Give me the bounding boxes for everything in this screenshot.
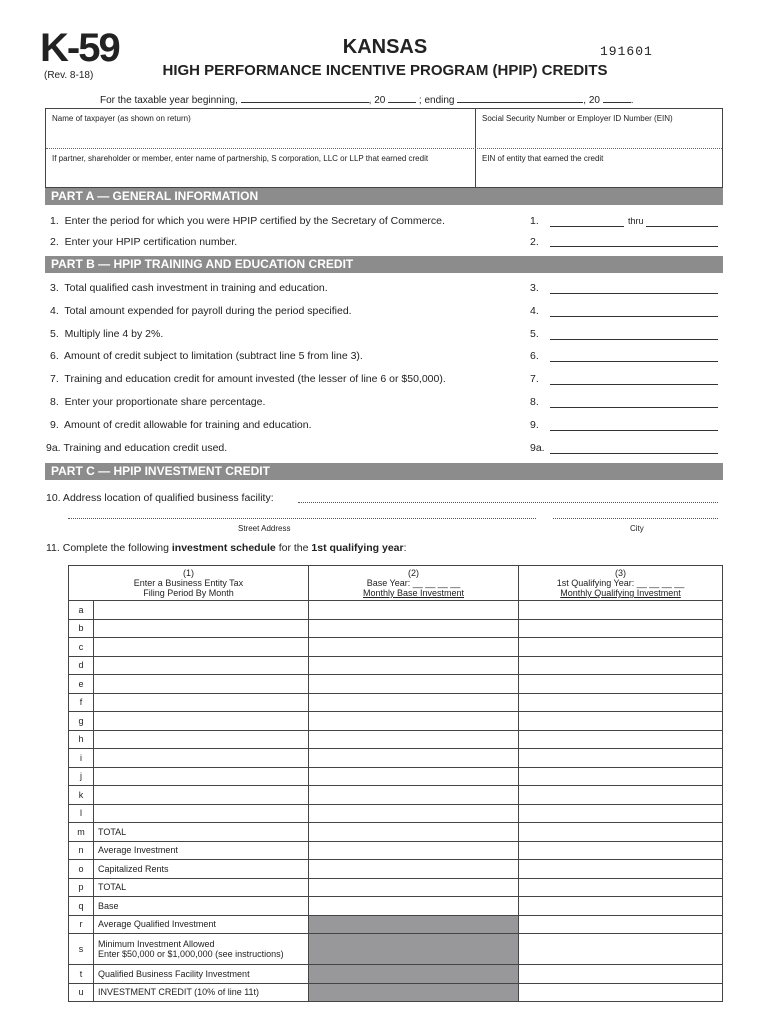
col2-cell[interactable] <box>309 656 519 675</box>
row-letter: l <box>69 804 94 823</box>
table-row <box>69 878 723 897</box>
col1-cell[interactable] <box>94 804 309 823</box>
col1-cell[interactable] <box>94 786 309 805</box>
col3-cell[interactable] <box>519 878 723 897</box>
state-title: KANSAS <box>342 36 428 58</box>
line-4-ref: 4. <box>530 305 539 317</box>
tax-year-end-year-field[interactable] <box>603 92 631 103</box>
col3-header: (3) 1st Qualifying Year: __ __ __ __ Monthly Qualifying Investment <box>519 566 723 601</box>
tax-year-end-field[interactable] <box>457 92 583 103</box>
tax-year-begin-year-field[interactable] <box>388 92 416 103</box>
col2-cell[interactable] <box>309 878 519 897</box>
col3-cell[interactable] <box>519 712 723 731</box>
line-7-field[interactable] <box>550 384 718 385</box>
row-letter: g <box>69 712 94 731</box>
tax-year-ending: ; ending <box>418 95 455 106</box>
row-letter: e <box>69 675 94 694</box>
col2-header: (2) Base Year: __ __ __ __ Monthly Base Investment <box>309 566 519 601</box>
col2-cell[interactable] <box>309 767 519 786</box>
col2-cell <box>309 915 519 934</box>
col2-cell <box>309 965 519 984</box>
line-9a-field[interactable] <box>550 453 718 454</box>
table-row <box>69 804 723 823</box>
entity-ein-label: EIN of entity that earned the credit <box>482 154 604 163</box>
col2-cell[interactable] <box>309 860 519 879</box>
col1-cell: Average Investment <box>94 841 309 860</box>
col3-cell[interactable] <box>519 693 723 712</box>
line-2-ref: 2. <box>530 236 539 248</box>
line-1-from-field[interactable] <box>550 226 624 227</box>
line-1-text: 1. Enter the period for which you were HPIP certified by the Secretary of Commerce. <box>50 215 445 227</box>
line-1-ref: 1. <box>530 215 539 227</box>
line-5-text: 5. Multiply line 4 by 2%. <box>50 328 164 340</box>
tax-year-label: For the taxable year beginning, <box>100 95 238 106</box>
col3-cell[interactable] <box>519 675 723 694</box>
line-6-ref: 6. <box>530 350 539 362</box>
taxpayer-name-label: Name of taxpayer (as shown on return) <box>52 114 191 123</box>
line-7-text: 7. Training and education credit for amount invested (the lesser of line 6 or $50,000). <box>50 373 446 385</box>
row-letter: m <box>69 823 94 842</box>
line-5-ref: 5. <box>530 328 539 340</box>
tax-year-20a: , 20 <box>368 95 386 106</box>
table-row <box>69 693 723 712</box>
line-1-to-field[interactable] <box>646 226 718 227</box>
table-row <box>69 841 723 860</box>
line-3-field[interactable] <box>550 293 718 294</box>
form-title: HIGH PERFORMANCE INCENTIVE PROGRAM (HPIP) CREDITS <box>162 62 608 79</box>
table-row <box>69 860 723 879</box>
table-row <box>69 965 723 984</box>
table-row <box>69 915 723 934</box>
row-letter: t <box>69 965 94 984</box>
col3-cell[interactable] <box>519 915 723 934</box>
row-letter: s <box>69 934 94 965</box>
line-9-ref: 9. <box>530 419 539 431</box>
city-field[interactable] <box>553 518 718 519</box>
col1-cell: TOTAL <box>94 878 309 897</box>
col1-cell: Capitalized Rents <box>94 860 309 879</box>
line-8-field[interactable] <box>550 407 718 408</box>
street-address-field[interactable] <box>68 518 536 519</box>
col2-cell[interactable] <box>309 841 519 860</box>
col2-cell[interactable] <box>309 675 519 694</box>
row-letter: a <box>69 601 94 620</box>
col1-cell: Qualified Business Facility Investment <box>94 965 309 984</box>
col2-cell <box>309 983 519 1002</box>
line-9-field[interactable] <box>550 430 718 431</box>
col3-cell[interactable] <box>519 897 723 916</box>
table-row <box>69 601 723 620</box>
line-9a-ref: 9a. <box>530 442 545 454</box>
col2-cell[interactable] <box>309 601 519 620</box>
col1-cell[interactable] <box>94 619 309 638</box>
row-letter: k <box>69 786 94 805</box>
investment-schedule-table <box>68 565 723 1002</box>
row-letter: q <box>69 897 94 916</box>
col1-cell[interactable] <box>94 693 309 712</box>
line-2-text: 2. Enter your HPIP certification number. <box>50 236 238 248</box>
col1-header: (1) Enter a Business Entity Tax Filing Period By Month <box>69 566 309 601</box>
col1-cell: Average Qualified Investment <box>94 915 309 934</box>
line-5-field[interactable] <box>550 339 718 340</box>
table-row <box>69 638 723 657</box>
ssn-ein-label: Social Security Number or Employer ID Number (EIN) <box>482 114 673 123</box>
col2-cell[interactable] <box>309 638 519 657</box>
col3-cell[interactable] <box>519 730 723 749</box>
col3-cell[interactable] <box>519 823 723 842</box>
table-row <box>69 749 723 768</box>
entity-name-label: If partner, shareholder or member, enter name of partnership, S corporation, LLC or LLP that earned credit <box>52 154 429 163</box>
form-code: 191601 <box>600 44 653 59</box>
col2-cell[interactable] <box>309 693 519 712</box>
table-row <box>69 619 723 638</box>
col3-cell[interactable] <box>519 767 723 786</box>
row-letter: n <box>69 841 94 860</box>
col1-cell[interactable] <box>94 749 309 768</box>
row-letter: f <box>69 693 94 712</box>
col3-cell[interactable] <box>519 749 723 768</box>
table-row <box>69 675 723 694</box>
col2-cell <box>309 934 519 965</box>
col1-cell[interactable] <box>94 638 309 657</box>
col2-cell[interactable] <box>309 804 519 823</box>
col3-cell[interactable] <box>519 601 723 620</box>
form-number: K-59 <box>40 26 119 70</box>
col3-cell[interactable] <box>519 965 723 984</box>
line-10-text: 10. Address location of qualified business facility: <box>46 492 274 504</box>
col3-cell[interactable] <box>519 804 723 823</box>
row-letter: d <box>69 656 94 675</box>
col3-cell[interactable] <box>519 841 723 860</box>
col2-cell[interactable] <box>309 712 519 731</box>
col2-cell[interactable] <box>309 786 519 805</box>
col1-cell: Base <box>94 897 309 916</box>
table-row <box>69 823 723 842</box>
row-letter: p <box>69 878 94 897</box>
col3-cell[interactable] <box>519 656 723 675</box>
schedule-header-row <box>69 566 723 601</box>
form-revision: (Rev. 8-18) <box>44 70 94 81</box>
line-8-ref: 8. <box>530 396 539 408</box>
line-4-text: 4. Total amount expended for payroll during the period specified. <box>50 305 352 317</box>
part-c-header: PART C — HPIP INVESTMENT CREDIT <box>45 463 723 480</box>
row-letter: h <box>69 730 94 749</box>
col2-cell[interactable] <box>309 619 519 638</box>
col3-cell[interactable] <box>519 860 723 879</box>
col3-cell[interactable] <box>519 934 723 965</box>
col1-cell[interactable] <box>94 712 309 731</box>
part-a-header: PART A — GENERAL INFORMATION <box>45 188 723 205</box>
city-label: City <box>630 524 644 533</box>
line-7-ref: 7. <box>530 373 539 385</box>
row-letter: c <box>69 638 94 657</box>
col3-cell[interactable] <box>519 983 723 1002</box>
line-2-field[interactable] <box>550 246 718 247</box>
col2-cell[interactable] <box>309 823 519 842</box>
col3-cell[interactable] <box>519 619 723 638</box>
row-letter: o <box>69 860 94 879</box>
row-letter: r <box>69 915 94 934</box>
row-letter: j <box>69 767 94 786</box>
table-row <box>69 712 723 731</box>
line-9a-text: 9a. Training and education credit used. <box>46 442 228 454</box>
table-row <box>69 767 723 786</box>
tax-year-end-period: . <box>630 95 634 106</box>
line-3-ref: 3. <box>530 282 539 294</box>
tax-year-begin-field[interactable] <box>241 92 369 103</box>
col1-cell: TOTAL <box>94 823 309 842</box>
line-6-text: 6. Amount of credit subject to limitation (subtract line 5 from line 3). <box>50 350 363 362</box>
table-row <box>69 897 723 916</box>
col2-cell[interactable] <box>309 749 519 768</box>
address-field[interactable] <box>298 502 718 503</box>
part-b-header: PART B — HPIP TRAINING AND EDUCATION CREDIT <box>45 256 723 273</box>
line-6-field[interactable] <box>550 361 718 362</box>
col1-cell[interactable] <box>94 675 309 694</box>
table-row <box>69 983 723 1002</box>
line-8-text: 8. Enter your proportionate share percentage. <box>50 396 266 408</box>
row-letter: b <box>69 619 94 638</box>
line-9-text: 9. Amount of credit allowable for training and education. <box>50 419 312 431</box>
line-1-thru: thru <box>628 216 644 226</box>
street-address-label: Street Address <box>238 524 291 533</box>
col3-cell[interactable] <box>519 786 723 805</box>
line-4-field[interactable] <box>550 316 718 317</box>
col1-cell[interactable] <box>94 767 309 786</box>
tax-year-20b: , 20 <box>583 95 600 106</box>
col3-cell[interactable] <box>519 638 723 657</box>
table-row <box>69 730 723 749</box>
table-row <box>69 934 723 965</box>
col1-cell[interactable] <box>94 730 309 749</box>
col1-cell: INVESTMENT CREDIT (10% of line 11t) <box>94 983 309 1002</box>
table-row <box>69 786 723 805</box>
col1-cell[interactable] <box>94 656 309 675</box>
col1-cell: Minimum Investment Allowed Enter $50,000 or $1,000,000 (see instructions) <box>94 934 309 965</box>
col2-cell[interactable] <box>309 897 519 916</box>
line-3-text: 3. Total qualified cash investment in training and education. <box>50 282 328 294</box>
line-11-text: 11. Complete the following investment schedule for the 1st qualifying year: <box>46 542 407 554</box>
row-letter: i <box>69 749 94 768</box>
taxpayer-id-box <box>45 108 723 188</box>
col2-cell[interactable] <box>309 730 519 749</box>
row-letter: u <box>69 983 94 1002</box>
table-row <box>69 656 723 675</box>
col1-cell[interactable] <box>94 601 309 620</box>
tax-year-line <box>100 92 634 106</box>
